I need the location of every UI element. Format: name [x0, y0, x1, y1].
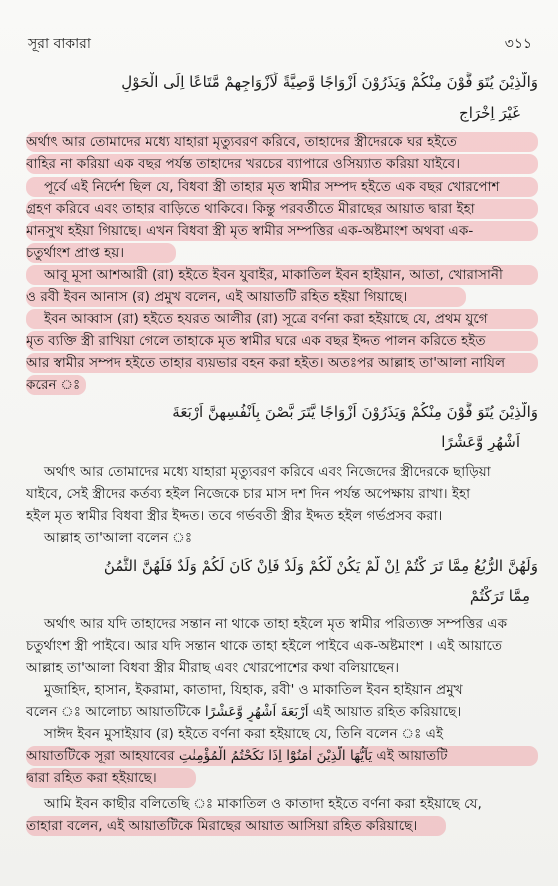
highlighted-text-line: ও রবী ইবন আনাস (র) প্রমুখ বলেন, এই আয়াতটি রহিত হইয়া গিয়াছে।	[26, 287, 466, 307]
text-line: আল্লাহ তা'আলা বিধবা স্ত্রীর মীরাছ এবং খোরপোশের কথা বলিয়াছেন।	[26, 660, 400, 676]
text-line: আল্লাহ তা'আলা বলেন ঃ	[44, 530, 193, 546]
highlighted-text-line: আয়াতটিকে সূরা আহযাবের يَاَيُّهَا الَّذِيْنَ اٰمَنُوْٓا اِذَا نَكَحْتُمُ الْمُؤْمِنٰتِ এই আয়াতটি	[26, 746, 538, 766]
highlighted-text-line: আবূ মূসা আশআরী (রা) হইতে ইবন যুবাইর, মাকাতিল ইবন হাইয়ান, আতা, খোরাসানী	[26, 265, 538, 285]
page-number: ৩১১	[504, 36, 532, 52]
highlighted-text-line: পূর্বে এই নির্দেশ ছিল যে, বিধবা স্ত্রী তাহার মৃত স্বামীর সম্পদ হইতে এক বছর খোরপোশ	[26, 177, 538, 197]
arabic-verse-line: اَشْهُرٍ وَّعَشْرًا	[441, 433, 520, 451]
text-line: চতুর্থাংশ স্ত্রী পাইবে। আর যদি সন্তান থাকে তাহা হইলে পাইবে এক-অষ্টমাংশ । এই আয়াতে	[26, 638, 503, 654]
text-line: আমি ইবন কাছীর বলিতেছি ঃ মাকাতিল ও কাতাদা হইতে বর্ণনা করা হইয়াছে যে,	[44, 796, 482, 812]
highlighted-text-line: দ্বারা রহিত করা হইয়াছে।	[26, 768, 196, 788]
highlighted-text-line: মানসুখ হইয়া গিয়াছে। এখন বিধবা স্ত্রী মৃত স্বামীর সম্পত্তির এক-অষ্টমাংশ অথবা এক-	[26, 221, 538, 241]
highlighted-text-line: অর্থাৎ আর তোমাদের মধ্যে যাহারা মৃত্যুবরণ করিবে, তাহাদের স্ত্রীদেরকে ঘর হইতে	[26, 132, 538, 152]
highlighted-text-line: বাহির না করিয়া এক বছর পর্যন্ত তাহাদের খরচের ব্যাপারে ওসিয়্যাত করিয়া যাইবে।	[26, 154, 538, 174]
arabic-verse-line: وَلَهُنَّ الرُّبُعُ مِمَّا تَرَ كْتُمْ اِنْ لَّمْ يَكُنْ لَّكُمْ وَلَدٌ فَاِنْ كَانَ لَكُمْ وَلَدٌ فَلَهُنَّ الثُّمُنُ	[103, 557, 538, 575]
highlighted-text-line: তাহারা বলেন, এই আয়াতটিকে মিরাছের আয়াত আসিয়া রহিত করিয়াছে।	[26, 816, 446, 836]
text-line: সাঈদ ইবন মুসাইয়াব (র) হইতে বর্ণনা করা হইয়াছে যে, তিনি বলেন ঃ এই	[44, 726, 444, 742]
text-line: অর্থাৎ আর যদি তাহাদের সন্তান না থাকে তাহা হইলে মৃত স্বামীর পরিত্যক্ত সম্পত্তির এক	[44, 616, 508, 632]
text-line: হইল মৃত স্বামীর বিধবা স্ত্রীর ইদ্দত। তবে গর্ভবতী স্ত্রীর ইদ্দত হইল গর্ভপ্রসব করা।	[26, 508, 443, 524]
arabic-verse-line: غَيْرَ اِخْرَاجٍ	[459, 104, 520, 122]
text-line: অর্থাৎ আর তোমাদের মধ্যে যাহারা মৃত্যুবরণ করিবে এবং নিজেদের স্ত্রীদেরকে ছাড়িয়া	[44, 464, 491, 480]
surah-title: সূরা বাকারা	[28, 36, 91, 52]
highlighted-text-line: চতুর্থাংশ প্রাপ্ত হয়।	[26, 243, 176, 263]
arabic-verse-line: وَالَّذِيْنَ يُتَوَ فَّوْنَ مِنْكُمْ وَيَذَرُوْنَ اَزْوَاجًا وَّصِيَّةً لِّاَزْوَاجِهِمْ مَّتَاعًا اِلَى الْحَوْلِ	[121, 73, 538, 91]
page-header	[28, 32, 532, 52]
text-line: মুজাহিদ, হাসান, ইকরামা, কাতাদা, যিহাক, রবী' ও মাকাতিল ইবন হাইয়ান প্রমুখ	[44, 682, 463, 698]
highlighted-text-line: করেন ঃ	[26, 375, 86, 395]
text-line: বলেন ঃ আলোচ্য আয়াতটিকে اَرْبَعَةَ اَشْهُرٍ وَّعَشْرًا এই আয়াত রহিত করিয়াছে।	[26, 704, 462, 720]
text-line: যাইবে, সেই স্ত্রীদের কর্তব্য হইল নিজেকে চার মাস দশ দিন পর্যন্ত অপেক্ষায় রাখা। ইহা	[26, 486, 471, 502]
highlighted-text-line: আর স্বামীর সম্পদ হইতে তাহার ব্যয়ভার বহন করা হইত। অতঃপর আল্লাহ তা'আলা নাযিল	[26, 353, 538, 373]
arabic-verse-line: وَالَّذِيْنَ يُتَوَ فَّوْنَ مِنْكُمْ وَيَذَرُوْنَ اَزْوَاجًا يَّتَرَ بَّصْنَ بِاَنْفُسِهِنَّ اَرْبَعَةَ	[172, 403, 538, 421]
highlighted-text-line: মৃত ব্যক্তি স্ত্রী রাখিয়া গেলে তাহাকে মৃত স্বামীর ঘরে এক বছর ইদ্দত পালন করিতে হইত	[26, 331, 538, 351]
highlighted-text-line: ইবন আব্বাস (রা) হইতে হযরত আলীর (রা) সূত্রে বর্ণনা করা হইয়াছে যে, প্রথম যুগে	[26, 309, 538, 329]
highlighted-text-line: গ্রহণ করিবে এবং তাহার বাড়িতে থাকিবে। কিন্তু পরবর্তীতে মীরাছের আয়াত দ্বারা ইহা	[26, 199, 538, 219]
arabic-verse-line: مِمَّا تَرَكْتُمْ	[469, 587, 530, 605]
